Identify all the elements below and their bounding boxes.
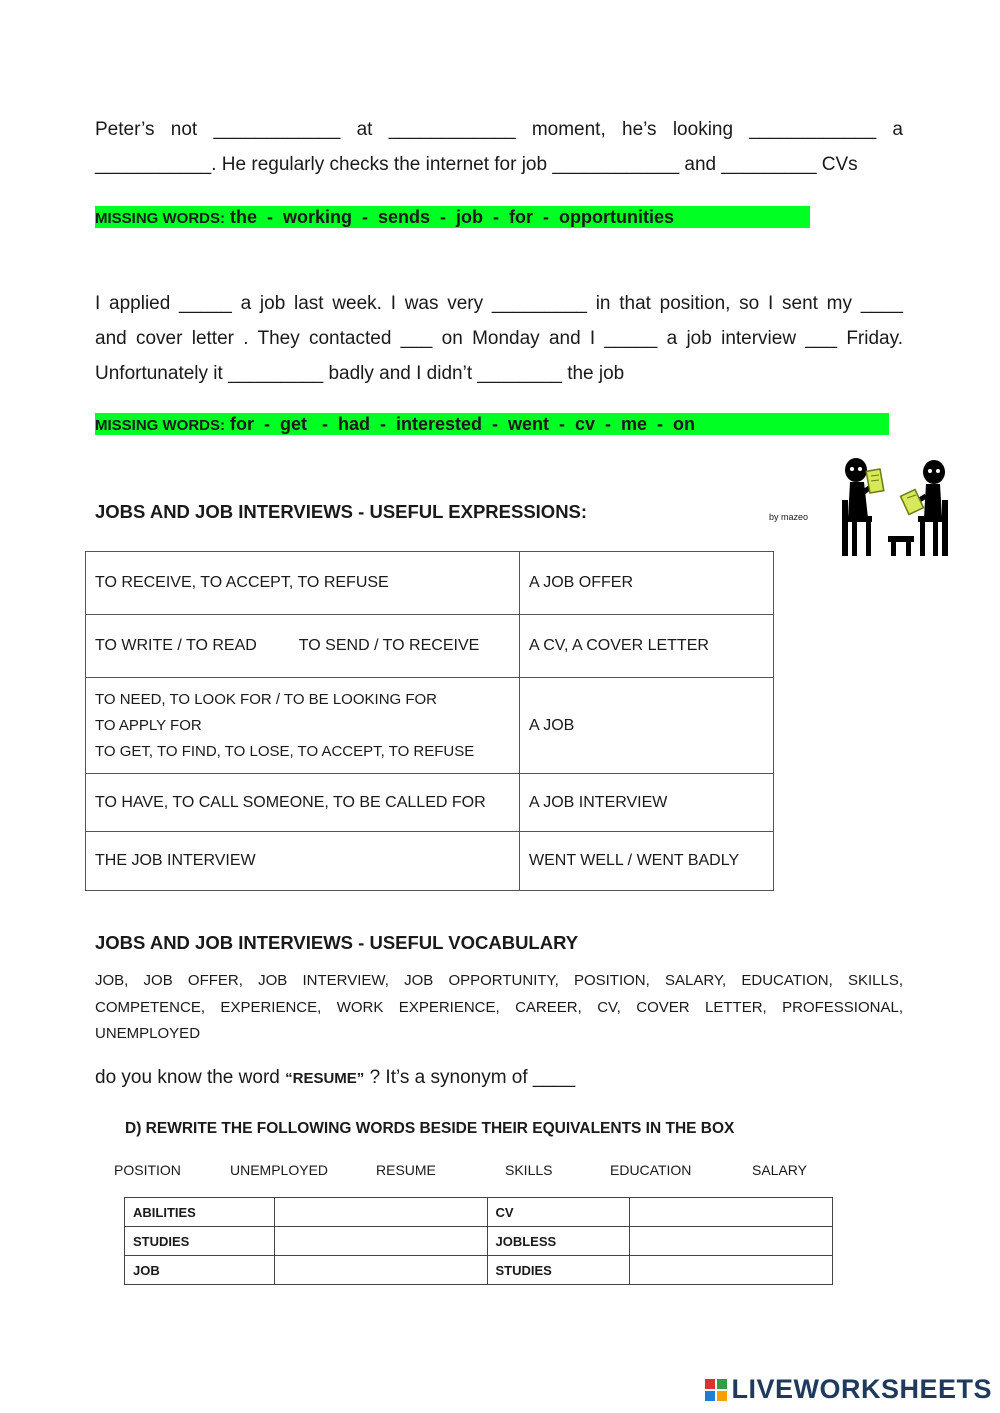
answer-cell[interactable] <box>630 1227 833 1256</box>
equivalent-label: JOB <box>125 1256 275 1285</box>
credit-text: by mazeo <box>769 512 809 522</box>
expressions-heading: JOBS AND JOB INTERVIEWS - USEFUL EXPRESSIONS: <box>95 501 588 522</box>
expression-cell: THE JOB INTERVIEW <box>86 832 520 891</box>
expression-object-cell: A JOB OFFER <box>520 552 774 615</box>
table-row <box>86 552 774 615</box>
word-education: EDUCATION <box>610 1162 692 1178</box>
vocabulary-list <box>95 968 903 1048</box>
vocabulary-line-2: COMPETENCE, EXPERIENCE, WORK EXPERIENCE, CAREER, CV, COVER LETTER, PROFESSIONAL, <box>95 998 903 1016</box>
vocabulary-line-3: UNEMPLOYED <box>95 1025 201 1042</box>
exercise-2-line-3: Unfortunately it _________ badly and I didn’t ________ the job <box>95 363 625 384</box>
job-interview-illustration <box>838 456 950 558</box>
equivalent-label: STUDIES <box>125 1227 275 1256</box>
expression-object-cell: A JOB <box>520 678 774 774</box>
resume-question <box>95 1067 575 1089</box>
exercise-2-text <box>95 286 903 391</box>
missing-words-list: for - get - had - interested - went - cv - me - on <box>225 414 696 434</box>
exercise-2-line-1: I applied _____ a job last week. I was very _________ in that position, so I sent my ____ <box>95 293 903 314</box>
vocabulary-line-1: JOB, JOB OFFER, JOB INTERVIEW, JOB OPPORTUNITY, POSITION, SALARY, EDUCATION, SKILLS, <box>95 972 903 989</box>
answer-cell[interactable] <box>274 1256 487 1285</box>
expression-cell <box>86 678 520 774</box>
exercise-1-line-2: ___________. He regularly checks the internet for job ____________ and _________ CVs <box>95 154 858 175</box>
table-row <box>86 774 774 832</box>
equivalent-label: ABILITIES <box>125 1198 275 1227</box>
question-word: “RESUME” <box>285 1070 365 1087</box>
answer-cell[interactable] <box>274 1198 487 1227</box>
equivalent-label: STUDIES <box>487 1256 630 1285</box>
answer-cell[interactable] <box>630 1256 833 1285</box>
word-skills: SKILLS <box>505 1162 553 1178</box>
expressions-table <box>85 551 774 891</box>
missing-words-label: MISSING WORDS: <box>95 417 225 434</box>
missing-words-list: the - working - sends - job - for - opportunities <box>225 207 674 227</box>
exercise-2-line-2: and cover letter . They contacted ___ on Monday and I _____ a job interview ___ Friday. <box>95 328 903 349</box>
expression-text: TO SEND / TO RECEIVE <box>298 637 480 654</box>
expression-text: TO APPLY FOR <box>95 716 202 734</box>
expression-object-cell: A JOB INTERVIEW <box>520 774 774 832</box>
table-row <box>125 1198 833 1227</box>
missing-words-label: MISSING WORDS: <box>95 210 225 227</box>
exercise-d-heading: D) REWRITE THE FOLLOWING WORDS BESIDE THEIR EQUIVALENTS IN THE BOX <box>125 1120 735 1137</box>
table-row <box>125 1256 833 1285</box>
equivalent-label: CV <box>487 1198 630 1227</box>
word-resume: RESUME <box>376 1162 436 1178</box>
expression-object-cell: A CV, A COVER LETTER <box>520 615 774 678</box>
question-suffix: ? It’s a synonym of ____ <box>364 1067 576 1088</box>
vocabulary-heading: JOBS AND JOB INTERVIEWS - USEFUL VOCABULARY <box>95 932 579 953</box>
exercise-1-line-1: Peter’s not ____________ at ____________ moment, he’s looking ____________ a <box>95 119 903 140</box>
table-row <box>125 1227 833 1256</box>
missing-words-1 <box>95 206 810 228</box>
expression-text: TO WRITE / TO READ <box>95 637 257 654</box>
word-position: POSITION <box>114 1162 181 1178</box>
expression-cell <box>86 615 520 678</box>
answer-cell[interactable] <box>630 1198 833 1227</box>
answer-cell[interactable] <box>274 1227 487 1256</box>
liveworksheets-logo-icon <box>704 1378 728 1402</box>
table-row <box>86 615 774 678</box>
expression-text: TO NEED, TO LOOK FOR / TO BE LOOKING FOR <box>95 690 438 708</box>
equivalents-table <box>124 1197 833 1285</box>
expression-text: TO GET, TO FIND, TO LOSE, TO ACCEPT, TO REFUSE <box>95 742 475 760</box>
question-prefix: do you know the word <box>95 1067 286 1088</box>
expression-object-cell: WENT WELL / WENT BADLY <box>520 832 774 891</box>
word-salary: SALARY <box>752 1162 807 1178</box>
equivalent-label: JOBLESS <box>487 1227 630 1256</box>
table-row <box>86 678 774 774</box>
expression-cell: TO HAVE, TO CALL SOMEONE, TO BE CALLED FOR <box>86 774 520 832</box>
word-unemployed: UNEMPLOYED <box>230 1162 329 1178</box>
table-row <box>86 832 774 891</box>
missing-words-2 <box>95 413 889 435</box>
brand-name: LIVEWORKSHEETS <box>731 1374 992 1404</box>
exercise-1-text <box>95 112 903 182</box>
liveworksheets-logo <box>704 1374 992 1405</box>
expression-cell: TO RECEIVE, TO ACCEPT, TO REFUSE <box>86 552 520 615</box>
